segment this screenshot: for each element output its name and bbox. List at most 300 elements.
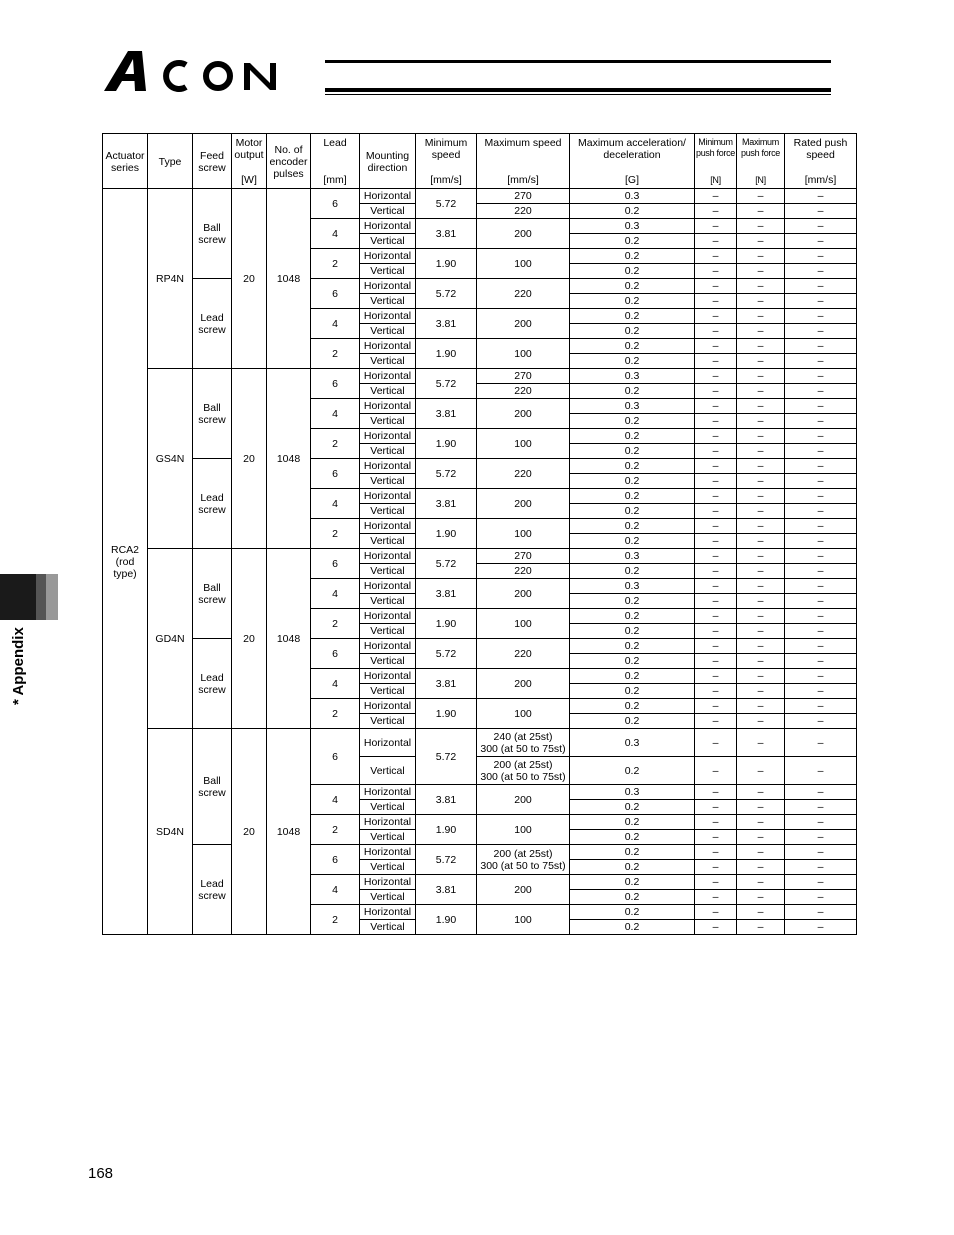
lead-cell: 6 (311, 729, 360, 785)
rated-push-cell: – (785, 189, 857, 204)
acceleration-cell: 0.2 (570, 429, 695, 444)
min-speed-cell: 3.81 (416, 399, 477, 429)
header-cell (267, 134, 311, 189)
motor-output-cell: 20 (232, 549, 267, 729)
min-speed-cell: 5.72 (416, 189, 477, 219)
acceleration-cell: 0.2 (570, 204, 695, 219)
feed-screw-cell: Lead screw (193, 639, 232, 729)
acceleration-cell: 0.2 (570, 594, 695, 609)
feed-screw-cell: Ball screw (193, 549, 232, 639)
header-cell (148, 134, 193, 189)
rated-push-cell: – (785, 399, 857, 414)
acceleration-cell: 0.2 (570, 654, 695, 669)
min-speed-cell: 3.81 (416, 309, 477, 339)
direction-cell: Vertical (360, 534, 416, 549)
min-push-cell: – (695, 354, 737, 369)
max-push-cell: – (737, 399, 785, 414)
min-speed-cell: 1.90 (416, 815, 477, 845)
max-push-cell: – (737, 579, 785, 594)
rated-push-cell: – (785, 234, 857, 249)
min-push-cell: – (695, 429, 737, 444)
min-push-cell: – (695, 309, 737, 324)
min-speed-cell: 1.90 (416, 905, 477, 935)
direction-cell: Vertical (360, 654, 416, 669)
feed-screw-cell: Lead screw (193, 845, 232, 935)
feed-screw-cell: Ball screw (193, 189, 232, 279)
direction-cell: Horizontal (360, 399, 416, 414)
feed-screw-cell: Lead screw (193, 459, 232, 549)
table-row (103, 639, 857, 654)
max-push-cell: – (737, 294, 785, 309)
acceleration-cell: 0.3 (570, 729, 695, 757)
encoder-pulses-cell: 1048 (267, 729, 311, 935)
lead-cell: 4 (311, 785, 360, 815)
max-speed-cell: 100 (477, 699, 570, 729)
rated-push-cell: – (785, 564, 857, 579)
min-push-cell: – (695, 564, 737, 579)
max-speed-cell: 100 (477, 429, 570, 459)
acceleration-cell: 0.3 (570, 579, 695, 594)
min-push-cell: – (695, 729, 737, 757)
rated-push-cell: – (785, 279, 857, 294)
max-push-cell: – (737, 249, 785, 264)
header-unit: [mm/s] (430, 174, 462, 186)
max-push-cell: – (737, 639, 785, 654)
max-speed-cell: 200 (477, 579, 570, 609)
direction-cell: Horizontal (360, 875, 416, 890)
min-push-cell: – (695, 920, 737, 935)
rated-push-cell: – (785, 594, 857, 609)
lead-cell: 2 (311, 429, 360, 459)
min-push-cell: – (695, 785, 737, 800)
rated-push-cell: – (785, 699, 857, 714)
acceleration-cell: 0.2 (570, 800, 695, 815)
max-push-cell: – (737, 860, 785, 875)
min-speed-cell: 3.81 (416, 489, 477, 519)
acceleration-cell: 0.2 (570, 890, 695, 905)
acceleration-cell: 0.3 (570, 549, 695, 564)
header-rule-top (325, 60, 831, 63)
max-speed-cell: 270 (477, 549, 570, 564)
direction-cell: Vertical (360, 624, 416, 639)
rated-push-cell: – (785, 845, 857, 860)
min-push-cell: – (695, 219, 737, 234)
direction-cell: Vertical (360, 384, 416, 399)
header-cell (416, 134, 477, 189)
lead-cell: 4 (311, 489, 360, 519)
max-speed-cell: 200 (at 25st) 300 (at 50 to 75st) (477, 845, 570, 875)
rated-push-cell: – (785, 309, 857, 324)
max-push-cell: – (737, 384, 785, 399)
direction-cell: Vertical (360, 264, 416, 279)
rated-push-cell: – (785, 339, 857, 354)
rated-push-cell: – (785, 905, 857, 920)
header-rule-bottom (325, 88, 831, 92)
rated-push-cell: – (785, 609, 857, 624)
min-speed-cell: 3.81 (416, 785, 477, 815)
min-push-cell: – (695, 714, 737, 729)
header-cell (311, 134, 360, 189)
lead-cell: 4 (311, 309, 360, 339)
header-label: Minimum speed (424, 137, 468, 161)
lead-cell: 6 (311, 459, 360, 489)
min-push-cell: – (695, 624, 737, 639)
max-push-cell: – (737, 459, 785, 474)
min-push-cell: – (695, 830, 737, 845)
direction-cell: Vertical (360, 830, 416, 845)
rated-push-cell: – (785, 890, 857, 905)
lead-cell: 2 (311, 339, 360, 369)
min-push-cell: – (695, 534, 737, 549)
acceleration-cell: 0.3 (570, 785, 695, 800)
direction-cell: Horizontal (360, 429, 416, 444)
min-speed-cell: 1.90 (416, 699, 477, 729)
max-push-cell: – (737, 785, 785, 800)
max-speed-cell: 200 (at 25st) 300 (at 50 to 75st) (477, 757, 570, 785)
acceleration-cell: 0.2 (570, 757, 695, 785)
lead-cell: 4 (311, 399, 360, 429)
max-push-cell: – (737, 279, 785, 294)
direction-cell: Horizontal (360, 489, 416, 504)
feed-screw-cell: Ball screw (193, 729, 232, 845)
acceleration-cell: 0.2 (570, 279, 695, 294)
header-label: Feed screw (198, 149, 226, 174)
lead-cell: 6 (311, 279, 360, 309)
max-speed-cell: 200 (477, 875, 570, 905)
acceleration-cell: 0.3 (570, 369, 695, 384)
min-speed-cell: 5.72 (416, 729, 477, 785)
max-speed-cell: 200 (477, 489, 570, 519)
acceleration-cell: 0.2 (570, 519, 695, 534)
min-push-cell: – (695, 489, 737, 504)
lead-cell: 6 (311, 189, 360, 219)
max-push-cell: – (737, 549, 785, 564)
header-label: Motor output (234, 137, 264, 161)
header-label: Mounting direction (365, 149, 410, 174)
rated-push-cell: – (785, 860, 857, 875)
acceleration-cell: 0.2 (570, 324, 695, 339)
rated-push-cell: – (785, 264, 857, 279)
header-label: Maximum push force (740, 137, 781, 158)
acceleration-cell: 0.2 (570, 639, 695, 654)
lead-cell: 6 (311, 845, 360, 875)
table-row (103, 549, 857, 564)
direction-cell: Vertical (360, 354, 416, 369)
min-push-cell: – (695, 609, 737, 624)
header-unit: [mm/s] (507, 174, 539, 186)
header-label: Maximum speed (484, 137, 562, 149)
acceleration-cell: 0.2 (570, 474, 695, 489)
min-push-cell: – (695, 369, 737, 384)
max-speed-cell: 200 (477, 669, 570, 699)
min-speed-cell: 3.81 (416, 669, 477, 699)
min-push-cell: – (695, 845, 737, 860)
acceleration-cell: 0.2 (570, 249, 695, 264)
max-push-cell: – (737, 414, 785, 429)
acceleration-cell: 0.2 (570, 684, 695, 699)
max-speed-cell: 270 (477, 189, 570, 204)
acceleration-cell: 0.2 (570, 264, 695, 279)
min-speed-cell: 5.72 (416, 639, 477, 669)
acceleration-cell: 0.2 (570, 294, 695, 309)
direction-cell: Vertical (360, 474, 416, 489)
max-push-cell: – (737, 920, 785, 935)
min-push-cell: – (695, 684, 737, 699)
header-unit: [mm] (323, 174, 347, 186)
rated-push-cell: – (785, 249, 857, 264)
max-push-cell: – (737, 354, 785, 369)
rated-push-cell: – (785, 204, 857, 219)
min-push-cell: – (695, 384, 737, 399)
type-cell: RP4N (148, 189, 193, 369)
acceleration-cell: 0.2 (570, 459, 695, 474)
rated-push-cell: – (785, 549, 857, 564)
direction-cell: Horizontal (360, 459, 416, 474)
lead-cell: 4 (311, 669, 360, 699)
min-push-cell: – (695, 800, 737, 815)
min-speed-cell: 5.72 (416, 845, 477, 875)
max-push-cell: – (737, 594, 785, 609)
max-speed-cell: 270 (477, 369, 570, 384)
direction-cell: Horizontal (360, 699, 416, 714)
motor-output-cell: 20 (232, 369, 267, 549)
max-speed-cell: 100 (477, 905, 570, 935)
acceleration-cell: 0.2 (570, 234, 695, 249)
max-push-cell: – (737, 534, 785, 549)
direction-cell: Vertical (360, 800, 416, 815)
direction-cell: Horizontal (360, 249, 416, 264)
motor-output-cell: 20 (232, 189, 267, 369)
max-speed-cell: 100 (477, 519, 570, 549)
acceleration-cell: 0.2 (570, 414, 695, 429)
series-cell: RCA2 (rod type) (103, 189, 148, 935)
direction-cell: Horizontal (360, 785, 416, 800)
max-speed-cell: 200 (477, 309, 570, 339)
direction-cell: Vertical (360, 684, 416, 699)
min-push-cell: – (695, 189, 737, 204)
max-push-cell: – (737, 654, 785, 669)
rated-push-cell: – (785, 654, 857, 669)
acceleration-cell: 0.2 (570, 354, 695, 369)
acceleration-cell: 0.2 (570, 669, 695, 684)
direction-cell: Horizontal (360, 279, 416, 294)
lead-cell: 2 (311, 249, 360, 279)
direction-cell: Vertical (360, 504, 416, 519)
rated-push-cell: – (785, 684, 857, 699)
side-section-label: * Appendix (10, 627, 27, 705)
direction-cell: Horizontal (360, 845, 416, 860)
acceleration-cell: 0.2 (570, 845, 695, 860)
min-push-cell: – (695, 860, 737, 875)
min-push-cell: – (695, 249, 737, 264)
rated-push-cell: – (785, 830, 857, 845)
max-speed-cell: 100 (477, 249, 570, 279)
lead-cell: 2 (311, 609, 360, 639)
direction-cell: Vertical (360, 757, 416, 785)
min-push-cell: – (695, 444, 737, 459)
max-push-cell: – (737, 234, 785, 249)
max-push-cell: – (737, 800, 785, 815)
max-speed-cell: 100 (477, 339, 570, 369)
page-number: 168 (88, 1165, 114, 1182)
min-push-cell: – (695, 339, 737, 354)
rated-push-cell: – (785, 785, 857, 800)
min-speed-cell: 1.90 (416, 609, 477, 639)
acceleration-cell: 0.2 (570, 444, 695, 459)
acceleration-cell: 0.2 (570, 339, 695, 354)
header-label: Lead (323, 137, 347, 149)
max-push-cell: – (737, 444, 785, 459)
min-speed-cell: 5.72 (416, 369, 477, 399)
rated-push-cell: – (785, 474, 857, 489)
rated-push-cell: – (785, 489, 857, 504)
page-header (0, 0, 954, 110)
encoder-pulses-cell: 1048 (267, 369, 311, 549)
min-speed-cell: 5.72 (416, 459, 477, 489)
max-speed-cell: 220 (477, 279, 570, 309)
min-speed-cell: 3.81 (416, 219, 477, 249)
max-speed-cell: 220 (477, 204, 570, 219)
header-unit: [N] (710, 175, 721, 185)
direction-cell: Horizontal (360, 309, 416, 324)
max-push-cell: – (737, 609, 785, 624)
max-push-cell: – (737, 219, 785, 234)
min-push-cell: – (695, 459, 737, 474)
max-speed-cell: 220 (477, 564, 570, 579)
direction-cell: Vertical (360, 714, 416, 729)
direction-cell: Horizontal (360, 519, 416, 534)
direction-cell: Horizontal (360, 219, 416, 234)
type-cell: GD4N (148, 549, 193, 729)
rated-push-cell: – (785, 354, 857, 369)
min-push-cell: – (695, 264, 737, 279)
min-speed-cell: 3.81 (416, 579, 477, 609)
min-speed-cell: 1.90 (416, 339, 477, 369)
max-speed-cell: 220 (477, 384, 570, 399)
direction-cell: Vertical (360, 444, 416, 459)
direction-cell: Horizontal (360, 189, 416, 204)
direction-cell: Horizontal (360, 549, 416, 564)
rated-push-cell: – (785, 729, 857, 757)
max-push-cell: – (737, 504, 785, 519)
header-rule-thin (325, 94, 831, 95)
direction-cell: Horizontal (360, 579, 416, 594)
min-push-cell: – (695, 279, 737, 294)
lead-cell: 4 (311, 579, 360, 609)
header-label: Minimum push force (695, 137, 736, 158)
direction-cell: Vertical (360, 234, 416, 249)
rated-push-cell: – (785, 875, 857, 890)
min-push-cell: – (695, 875, 737, 890)
max-push-cell: – (737, 429, 785, 444)
max-push-cell: – (737, 905, 785, 920)
acceleration-cell: 0.2 (570, 875, 695, 890)
min-push-cell: – (695, 579, 737, 594)
acceleration-cell: 0.3 (570, 219, 695, 234)
direction-cell: Horizontal (360, 639, 416, 654)
header-cell (193, 134, 232, 189)
direction-cell: Horizontal (360, 339, 416, 354)
feed-screw-cell: Ball screw (193, 369, 232, 459)
rated-push-cell: – (785, 624, 857, 639)
header-unit: [W] (241, 174, 257, 186)
rated-push-cell: – (785, 920, 857, 935)
acceleration-cell: 0.2 (570, 830, 695, 845)
max-push-cell: – (737, 714, 785, 729)
acceleration-cell: 0.2 (570, 609, 695, 624)
rated-push-cell: – (785, 294, 857, 309)
lead-cell: 6 (311, 369, 360, 399)
max-push-cell: – (737, 684, 785, 699)
min-push-cell: – (695, 757, 737, 785)
direction-cell: Vertical (360, 294, 416, 309)
rated-push-cell: – (785, 384, 857, 399)
header-cell (477, 134, 570, 189)
header-cell (695, 134, 737, 189)
acceleration-cell: 0.2 (570, 815, 695, 830)
acceleration-cell: 0.2 (570, 489, 695, 504)
max-push-cell: – (737, 204, 785, 219)
header-cell (570, 134, 695, 189)
min-speed-cell: 3.81 (416, 875, 477, 905)
acceleration-cell: 0.2 (570, 564, 695, 579)
min-push-cell: – (695, 669, 737, 684)
min-push-cell: – (695, 399, 737, 414)
max-push-cell: – (737, 489, 785, 504)
acceleration-cell: 0.3 (570, 399, 695, 414)
encoder-pulses-cell: 1048 (267, 189, 311, 369)
rated-push-cell: – (785, 219, 857, 234)
lead-cell: 4 (311, 875, 360, 905)
max-push-cell: – (737, 189, 785, 204)
lead-cell: 2 (311, 905, 360, 935)
direction-cell: Vertical (360, 564, 416, 579)
min-speed-cell: 5.72 (416, 279, 477, 309)
feed-screw-cell: Lead screw (193, 279, 232, 369)
min-push-cell: – (695, 234, 737, 249)
max-speed-cell: 200 (477, 399, 570, 429)
header-label: Type (158, 155, 182, 168)
max-speed-cell: 200 (477, 219, 570, 249)
motor-output-cell: 20 (232, 729, 267, 935)
min-speed-cell: 1.90 (416, 519, 477, 549)
direction-cell: Horizontal (360, 609, 416, 624)
header-cell (785, 134, 857, 189)
min-push-cell: – (695, 204, 737, 219)
table-row (103, 279, 857, 294)
max-speed-cell: 100 (477, 815, 570, 845)
header-unit: [N] (755, 175, 766, 185)
direction-cell: Vertical (360, 594, 416, 609)
header-unit: [mm/s] (804, 174, 837, 186)
min-push-cell: – (695, 474, 737, 489)
acceleration-cell: 0.2 (570, 384, 695, 399)
lead-cell: 4 (311, 219, 360, 249)
min-push-cell: – (695, 594, 737, 609)
direction-cell: Horizontal (360, 369, 416, 384)
max-speed-cell: 220 (477, 639, 570, 669)
table-row (103, 459, 857, 474)
lead-cell: 2 (311, 519, 360, 549)
rated-push-cell: – (785, 757, 857, 785)
direction-cell: Vertical (360, 860, 416, 875)
encoder-pulses-cell: 1048 (267, 549, 311, 729)
rated-push-cell: – (785, 444, 857, 459)
header-label: Maximum acceleration/ deceleration (578, 137, 686, 161)
direction-cell: Vertical (360, 204, 416, 219)
lead-cell: 6 (311, 639, 360, 669)
max-push-cell: – (737, 339, 785, 354)
